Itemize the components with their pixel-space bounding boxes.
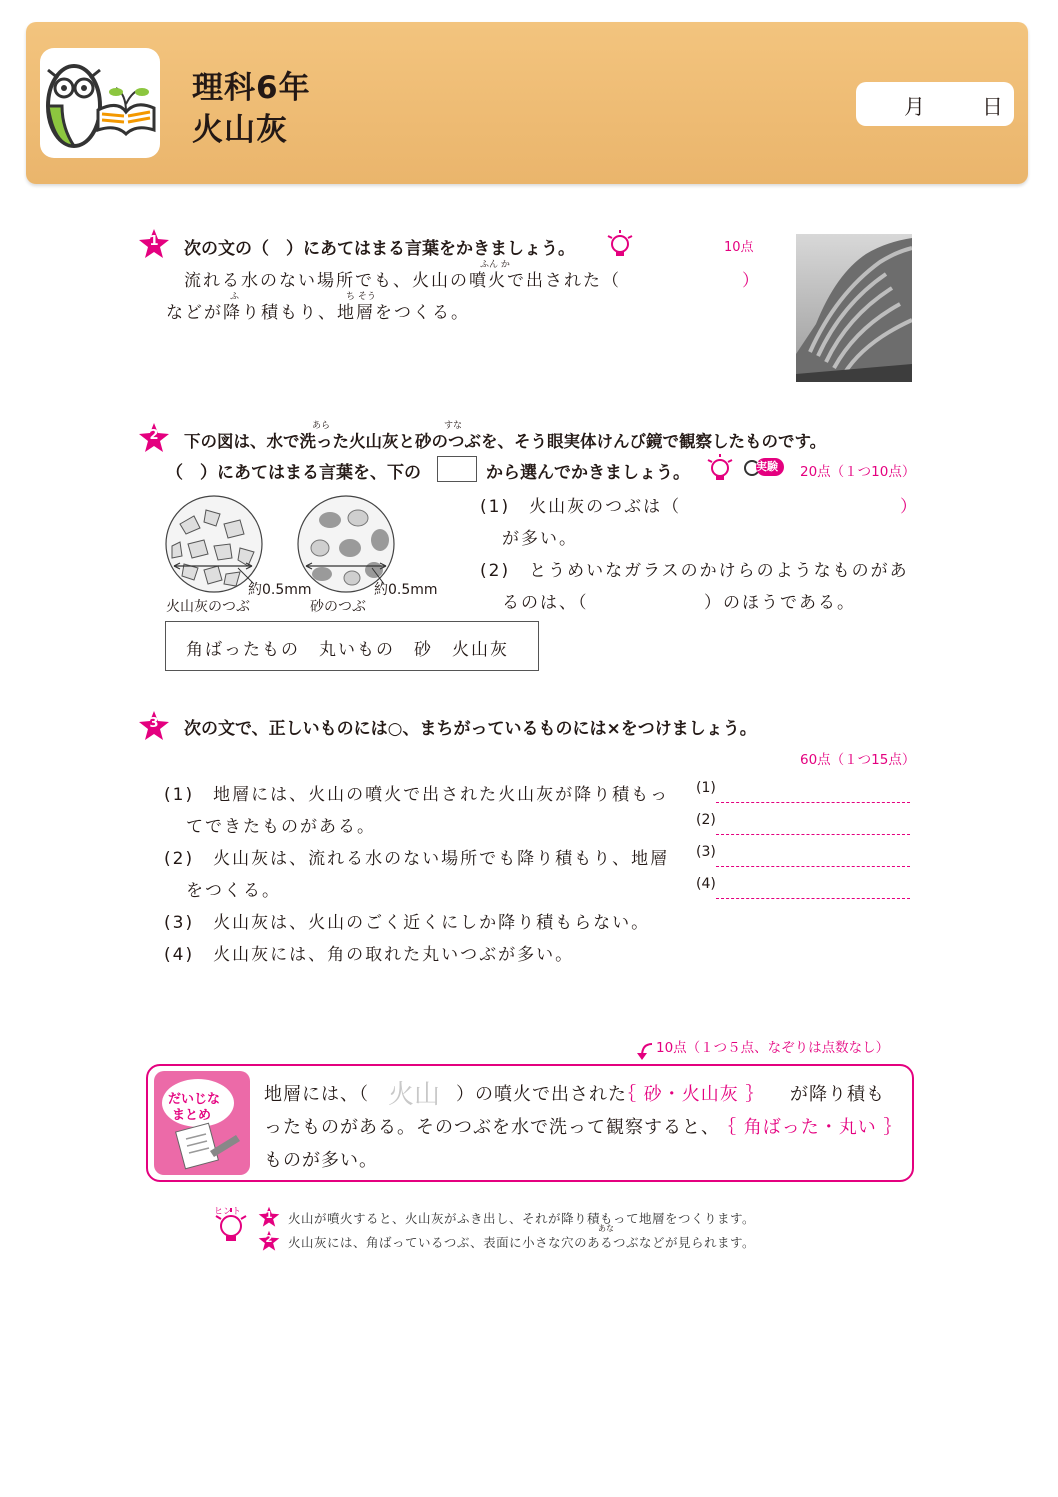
- answer-label-1: (1): [696, 780, 716, 796]
- question-1-instruction: 次の文の（ ）にあてはまる言葉をかきましょう。: [184, 239, 575, 259]
- experiment-badge: 実験: [756, 460, 778, 473]
- ruby-ara: あら: [312, 421, 331, 431]
- q3-item-1b: てできたものがある。: [186, 817, 376, 837]
- worksheet-title: 火山灰: [192, 112, 288, 148]
- summary-line-1c: が降り積も: [790, 1084, 885, 1105]
- question-1-blank-close: ）: [742, 271, 761, 291]
- ruby-fu: ふ: [230, 292, 240, 302]
- left-figure-label: 火山灰のつぶ: [166, 599, 250, 615]
- summary-choice-2[interactable]: ｛ 角ばった・丸い ｝: [718, 1117, 903, 1138]
- q3-item-2b: をつくる。: [186, 881, 281, 901]
- question-1-line-1: 流れる水のない場所でも、火山の噴火で出された（: [184, 271, 621, 291]
- summary-points: 10点（１つ５点、なぞりは点数なし）: [656, 1040, 890, 1056]
- q3-item-3: (3) 火山灰は、火山のごく近くにしか降り積もらない。: [164, 913, 651, 933]
- owl-icon: [40, 48, 160, 158]
- day-label: 日: [982, 95, 1003, 119]
- q3-item-1a: (1) 地層には、火山の噴火で出された火山灰が降り積もっ: [164, 785, 670, 805]
- month-label: 月: [904, 95, 925, 119]
- question-2-line-1: 下の図は、水で洗った火山灰と砂のつぶを、そう眼実体けんび鏡で観察したものです。: [184, 432, 827, 451]
- summary-line-1b: ）の噴火で出された: [456, 1084, 627, 1105]
- summary-badge: [154, 1071, 250, 1175]
- summary-badge-line-2: まとめ: [172, 1108, 212, 1123]
- answer-line-2[interactable]: [716, 834, 910, 835]
- question-1-answer-blank[interactable]: [630, 262, 738, 288]
- summary-trace-word[interactable]: 火山: [388, 1080, 441, 1110]
- q3-item-2a: (2) 火山灰は、流れる水のない場所でも降り積もり、地層: [164, 849, 670, 869]
- answer-line-3[interactable]: [716, 866, 910, 867]
- owl-book-logo: [40, 48, 160, 158]
- arrow-down-icon: [636, 1040, 654, 1062]
- summary-line-3: ものが多い。: [264, 1150, 378, 1171]
- question-2-sub-1a: (1) 火山灰のつぶは（: [480, 497, 682, 517]
- strata-photo: [796, 234, 912, 382]
- ruby-suna: すな: [444, 421, 463, 431]
- q3-item-4: (4) 火山灰には、角の取れた丸いつぶが多い。: [164, 945, 575, 965]
- hint-1-number: 1: [265, 1210, 273, 1221]
- question-2-sub-1-close: ）: [900, 497, 919, 517]
- left-scale-label: 約0.5mm: [248, 582, 312, 598]
- answer-line-1[interactable]: [716, 802, 910, 803]
- question-3-points: 60点（１つ15点）: [800, 752, 916, 768]
- question-2-sub-1b: が多い。: [502, 529, 578, 549]
- question-1-number: 1: [149, 234, 159, 249]
- answer-label-4: (4): [696, 876, 716, 892]
- summary-choice-1[interactable]: ｛ 砂・火山灰 ｝: [618, 1084, 765, 1105]
- hint-2-text: 火山灰には、角ばっているつぶ、表面に小さな穴のあるつぶなどが見られます。: [288, 1235, 756, 1250]
- answer-label-2: (2): [696, 812, 716, 828]
- question-2-answer-2-blank[interactable]: [592, 584, 704, 610]
- right-figure-label: 砂のつぶ: [310, 599, 366, 615]
- question-2-line-2a: （ ）にあてはまる言葉を、下の: [166, 463, 421, 483]
- answer-label-3: (3): [696, 844, 716, 860]
- answer-line-4[interactable]: [716, 898, 910, 899]
- worksheet-subject: 理科6年: [192, 70, 311, 106]
- ruby-chisou: ち そう: [346, 292, 376, 302]
- summary-badge-line-1: だいじな: [168, 1092, 221, 1107]
- hint-1-text: 火山が噴火すると、火山灰がふき出し、それが降り積もって地層をつくります。: [288, 1211, 756, 1226]
- question-2-answer-1-blank[interactable]: [670, 488, 898, 514]
- question-2-sub-2b: るのは、（: [502, 593, 589, 613]
- hint-bulb-icon: [604, 228, 636, 258]
- note-pencil-icon: [154, 1071, 250, 1175]
- hint-bulb-icon: [704, 452, 736, 482]
- question-2-number: 2: [149, 428, 159, 443]
- question-2-sub-2a: (2) とうめいなガラスのかけらのようなものがあ: [480, 561, 909, 581]
- right-scale-label: 約0.5mm: [374, 582, 438, 598]
- question-2-sub-2c: ）のほうである。: [704, 593, 856, 613]
- hint-2-number: 2: [265, 1234, 273, 1245]
- ruby-ana: あな: [598, 1224, 614, 1233]
- summary-line-2a: ったものがある。そのつぶを水で洗って観察すると、: [264, 1117, 720, 1138]
- ruby-funka: ふん か: [480, 260, 510, 270]
- question-2-points: 20点（１つ10点）: [800, 464, 916, 480]
- choice-box-ref: [437, 456, 477, 482]
- question-1-line-2: などが降り積もり、地層をつくる。: [166, 303, 470, 323]
- summary-line-1a: 地層には、（: [264, 1084, 369, 1105]
- question-3-instruction: 次の文で、正しいものには○、まちがっているものには×をつけましょう。: [184, 719, 757, 739]
- question-1-points: 10点: [724, 240, 754, 255]
- question-3-number: 3: [149, 716, 159, 731]
- hint-badge-label: ヒント: [214, 1207, 242, 1217]
- question-2-line-2b: から選んでかきましょう。: [486, 463, 690, 483]
- word-choices: 角ばったもの 丸いもの 砂 火山灰: [186, 640, 509, 660]
